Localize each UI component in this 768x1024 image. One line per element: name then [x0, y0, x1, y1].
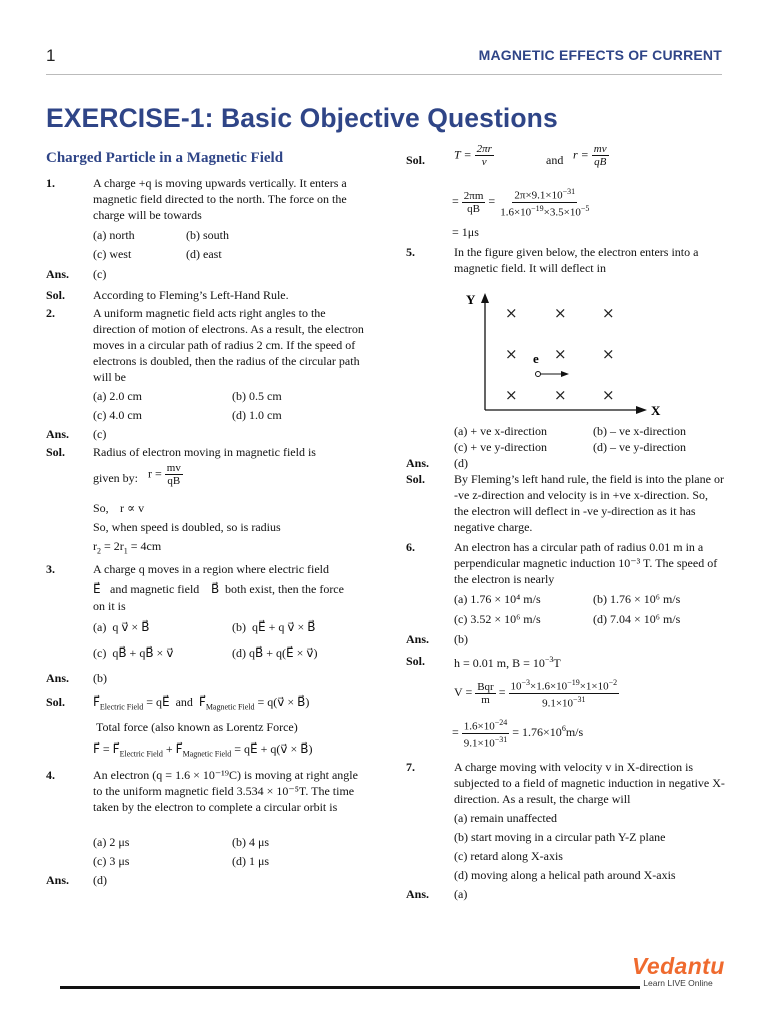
q5-answer: (d)	[454, 456, 468, 470]
q3-option-a: (a) q v⃗ × B⃗	[93, 620, 150, 634]
q3-answer: (b)	[93, 671, 107, 685]
electron	[536, 372, 541, 377]
running-title: MAGNETIC EFFECTS OF CURRENT	[478, 47, 722, 63]
q5-option-b: (b) – ve x-direction	[593, 424, 686, 438]
q6-answer: (b)	[454, 632, 468, 646]
q3-b-vector: B⃗	[211, 582, 220, 596]
page-number: 1	[46, 46, 56, 65]
q2-proportional: r ∝ v	[120, 501, 145, 515]
field-cross: ×	[602, 304, 615, 322]
q3-text-line1: A charge q moves in a region where electric field	[93, 562, 330, 576]
q4-option-b: (b) 4 μs	[232, 835, 270, 849]
q4-sol-label: Sol.	[406, 153, 426, 167]
q3-text-line3: both exist, then the force	[225, 582, 344, 596]
field-cross: ×	[505, 304, 518, 322]
q1-option-b: (b) south	[186, 228, 229, 242]
q4-option-a: (a) 2 μs	[93, 835, 130, 849]
q3-sol-label: Sol.	[46, 695, 66, 709]
q5-number: 5.	[406, 245, 415, 259]
q7-ans-label: Ans.	[406, 887, 430, 901]
q7-number: 7.	[406, 760, 415, 774]
q6-ans-label: Ans.	[406, 632, 430, 646]
q1-text: A charge +q is moving upwards vertically. It enters a magnetic field directed to the north. The force on the charge will be towards	[93, 176, 347, 222]
q3-number: 3.	[46, 562, 55, 576]
header-divider	[46, 74, 722, 75]
q2-result: $r_2 = 2r_1 = 4cm$	[93, 539, 162, 556]
q4-number: 4.	[46, 768, 55, 782]
q1-sol-label: Sol.	[46, 288, 66, 302]
q5-text: In the figure given below, the electron enters into a magnetic field. It will deflect in	[454, 245, 699, 275]
q1-option-c: (c) west	[93, 247, 132, 261]
q3-text-line2: and magnetic field	[110, 582, 200, 596]
q3-sol-mid: Total force (also known as Lorentz Force)	[96, 720, 298, 734]
q2-option-c: (c) 4.0 cm	[93, 408, 142, 422]
footer-rule	[60, 986, 640, 989]
q4-ans-label: Ans.	[46, 873, 70, 887]
field-cross: ×	[554, 345, 567, 363]
q5-ans-label: Ans.	[406, 456, 430, 470]
q2-radius-formula: r = $\frac{mv}{qB}$	[148, 462, 181, 487]
q6-option-b: (b) 1.76 × 10⁶ m/s	[593, 592, 681, 606]
q4-calculation: = $\frac{2\pi m}{qB}$ = $\frac{2\pi\times 9.1\times 10^{-31}}{1.6\times 10^{-19}\times 3.5\times 10^{-5}}$	[452, 187, 590, 219]
q6-velocity-formula: V = $\frac{\text{Bqr}}{m}$ = $\frac{10^{-3}\times 1.6\times 10^{-19}\times 1\times 10^{-2}}{9.1\times 10^{-31}}$	[454, 678, 618, 710]
q3-ans-label: Ans.	[46, 671, 70, 685]
field-cross: ×	[505, 345, 518, 363]
q7-option-b: (b) start moving in a circular path Y-Z plane	[454, 830, 666, 844]
q1-ans-label: Ans.	[46, 267, 70, 281]
y-axis-label: Y	[466, 292, 476, 307]
q3-option-c: (c) qB⃗ + qB⃗ × v⃗	[93, 646, 174, 660]
q5-option-c: (c) + ve y-direction	[454, 440, 548, 454]
field-cross: ×	[554, 304, 567, 322]
q1-number: 1.	[46, 176, 55, 190]
q4-sol-and: and	[546, 153, 564, 167]
q3-sol-total: F⃗ = $F⃗_{Electric Field}$ + $F⃗_{Magnetic Field}$ = qE⃗ + q(v⃗ × B⃗)	[93, 742, 313, 759]
q1-solution: According to Fleming’s Left-Hand Rule.	[93, 288, 289, 302]
q7-option-d: (d) moving along a helical path around X-axis	[454, 868, 676, 882]
q5-option-a: (a) + ve x-direction	[454, 424, 548, 438]
q6-sol-label: Sol.	[406, 654, 426, 668]
x-axis-label: X	[651, 403, 661, 418]
q4-option-c: (c) 3 μs	[93, 854, 130, 868]
q4-answer: (d)	[93, 873, 107, 887]
q3-sol-forces: $F⃗_{Electric Field}$ = qE⃗ and $F⃗_{Magnetic Field}$ = q(v⃗ × B⃗)	[93, 695, 310, 712]
q2-sol-label: Sol.	[46, 445, 66, 459]
electron-label: e	[533, 351, 539, 366]
q5-solution: By Fleming’s left hand rule, the field is into the plane or -ve z-direction and velocity is in +ve x-direction. So, the electron will deflect in -ve y-direction as it has negative charge.	[454, 472, 724, 534]
q6-text: An electron has a circular path of radius 0.01 m in a perpendicular magnetic induction 10⁻³ T. The speed of the electron is nearly	[454, 540, 718, 586]
q2-ans-label: Ans.	[46, 427, 70, 441]
q2-text: A uniform magnetic field acts right angles to the direction of motion of electrons. As a result, the electron moves in a circular path of radius 2 cm. If the speed of electrons is doubled, then the radius of the circular path will be	[93, 306, 364, 384]
q1-option-a: (a) north	[93, 228, 135, 242]
q6-number: 6.	[406, 540, 415, 554]
q3-e-vector: E⃗	[93, 582, 101, 596]
q7-answer: (a)	[454, 887, 468, 901]
q3-text-line4: on it is	[93, 599, 126, 613]
field-cross: ×	[505, 386, 518, 404]
q5-sol-label: Sol.	[406, 472, 426, 486]
q2-answer: (c)	[93, 427, 107, 441]
q4-period-formula: T = $\frac{2\pi r}{v}$	[454, 143, 492, 168]
q4-radius-formula: r = $\frac{mv}{qB}$	[573, 143, 607, 168]
q2-sol-line1: Radius of electron moving in magnetic field is	[93, 445, 316, 459]
q2-sol-line4: So, when speed is doubled, so is radius	[93, 520, 281, 534]
brand-tagline: Learn LIVE Online	[643, 978, 713, 988]
q6-option-c: (c) 3.52 × 10⁶ m/s	[454, 612, 541, 626]
q2-option-b: (b) 0.5 cm	[232, 389, 282, 403]
q7-option-a: (a) remain unaffected	[454, 811, 558, 825]
q6-option-d: (d) 7.04 × 10⁶ m/s	[593, 612, 681, 626]
field-cross: ×	[554, 386, 567, 404]
q7-option-c: (c) retard along X-axis	[454, 849, 563, 863]
q3-option-d: (d) qB⃗ + q(E⃗ × v⃗)	[232, 646, 318, 660]
q2-option-a: (a) 2.0 cm	[93, 389, 142, 403]
vedantu-logo	[632, 953, 724, 988]
q2-sol-line2: given by:	[93, 471, 138, 485]
q1-answer: (c)	[93, 267, 107, 281]
brand-name: Vedantu	[632, 953, 725, 979]
field-cross: ×	[602, 345, 615, 363]
section-heading: Charged Particle in a Magnetic Field	[46, 150, 284, 166]
q2-option-d: (d) 1.0 cm	[232, 408, 282, 422]
field-cross: ×	[602, 386, 615, 404]
q4-option-d: (d) 1 μs	[232, 854, 270, 868]
q2-sol-line3: So,	[93, 501, 109, 515]
q6-option-a: (a) 1.76 × 10⁴ m/s	[454, 592, 541, 606]
page-title: EXERCISE-1: Basic Objective Questions	[46, 103, 558, 133]
q6-given: h = 0.01 m, $B = 10^{-3}T$	[454, 655, 561, 670]
q2-number: 2.	[46, 306, 55, 320]
q3-option-b: (b) qE⃗ + q v⃗ × B⃗	[232, 620, 316, 634]
q1-option-d: (d) east	[186, 247, 222, 261]
q4-text: An electron (q = 1.6 × 10⁻¹⁹C) is moving at right angle to the uniform magnetic field 3.534 × 10⁻⁵T. The time taken by the electron to complete a circular orbit is	[93, 768, 358, 814]
q4-result: = 1μs	[452, 225, 479, 239]
q7-text: A charge moving with velocity v in X-direction is subjected to a field of magnetic induction in negative X-direction. As a result, the charge will	[454, 760, 725, 806]
q5-field-figure	[455, 285, 675, 420]
q5-option-d: (d) – ve y-direction	[593, 440, 686, 454]
q6-result: = $\frac{1.6\times 10^{-24}}{9.1\times 10^{-31}}$ = $1.76\times 10^6m/s$	[452, 718, 584, 750]
